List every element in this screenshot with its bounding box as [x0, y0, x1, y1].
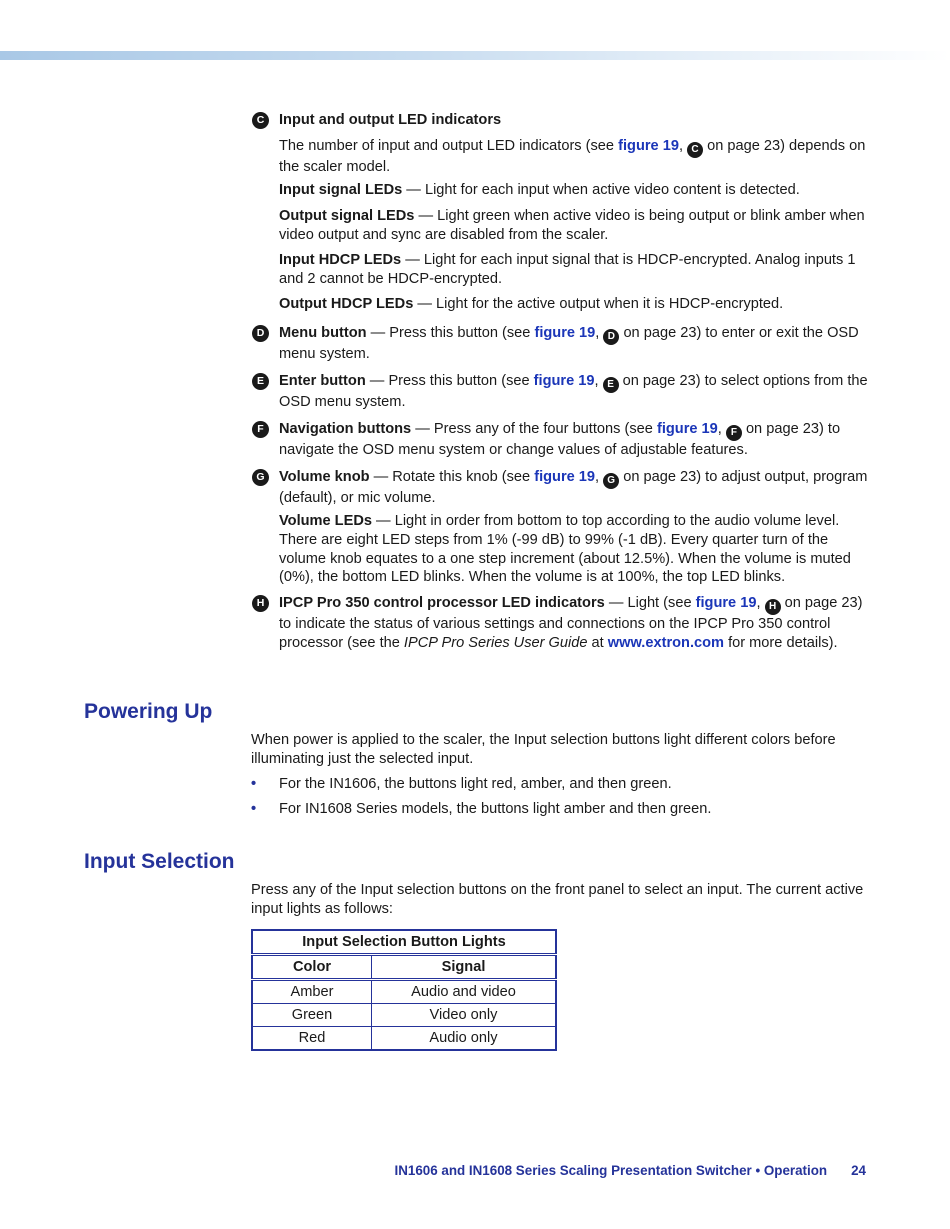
item-c-title-row [252, 111, 872, 130]
item-g-volume-knob: G Volume knob — Rotate this knob (see figure 19, G on page 23) to adjust output, program (default), or mic volume. [252, 468, 872, 508]
item-h-ipcp-leds: H IPCP Pro 350 control processor LED indicators — Light (see figure 19, H on page 23) to indicate the status of various settings and connections on the IPCP Pro 350 control processor (see the IPCP Pro Series User Guide at www.extron.com for more details). [252, 594, 872, 653]
output-hdcp-leds: Output HDCP LEDs — Light for the active output when it is HDCP-encrypted. [279, 296, 784, 312]
callout-c-inline-badge: C [687, 142, 703, 158]
extron-url-link[interactable]: www.extron.com [607, 634, 725, 651]
callout-c-badge: C [252, 112, 269, 129]
table-cell: Audio only [372, 1027, 557, 1051]
item-f-navigation-buttons: F Navigation buttons — Press any of the four buttons (see figure 19, F on page 23) to navigate the OSD menu system or change values of adjustable features. [252, 420, 872, 460]
item-c-description: The number of input and output LED indicators (see figure 19, C on page 23) depends on the scaler model. [279, 138, 866, 175]
column-header-signal: Signal [372, 955, 557, 980]
figure-19-link[interactable]: figure 19 [534, 325, 596, 341]
top-gradient-band [0, 51, 950, 60]
input-hdcp-leds: Input HDCP LEDs — Light for each input signal that is HDCP-encrypted. Analog inputs 1 and 2 cannot be HDCP-encrypted. [279, 252, 856, 287]
table-row [252, 1004, 556, 1027]
table-cell: Video only [372, 1004, 557, 1027]
callout-e-inline-badge: E [603, 377, 619, 393]
powering-up-heading: Powering Up [84, 700, 213, 723]
input-selection-intro: Press any of the Input selection buttons on the front panel to select an input. The current active input lights as follows: [251, 882, 864, 917]
list-item: • For the IN1606, the buttons light red, amber, and then green. [251, 776, 672, 792]
callout-f-badge: F [252, 421, 269, 438]
item-c-title: Input and output LED indicators [279, 112, 502, 128]
callout-g-inline-badge: G [603, 473, 619, 489]
table-cell: Red [252, 1027, 372, 1051]
callout-h-badge: H [252, 595, 269, 612]
table-row [252, 980, 556, 1004]
item-e-enter-button: E Enter button — Press this button (see figure 19, E on page 23) to select options from the OSD menu system. [252, 372, 872, 412]
powering-up-intro: When power is applied to the scaler, the Input selection buttons light different colors before illuminating just the selected input. [251, 732, 836, 767]
output-signal-leds: Output signal LEDs — Light green when active video is being output or blink amber when video output and sync are disabled from the scaler. [279, 208, 865, 243]
table-cell: Audio and video [372, 980, 557, 1004]
figure-19-link[interactable]: figure 19 [618, 138, 679, 154]
input-signal-leds: Input signal LEDs — Light for each input when active video content is detected. [279, 182, 800, 198]
page-footer [394, 1162, 866, 1181]
bullet-icon: • [251, 776, 257, 792]
figure-19-link[interactable]: figure 19 [533, 373, 595, 389]
callout-e-badge: E [252, 373, 269, 390]
item-d-menu-button: D Menu button — Press this button (see figure 19, D on page 23) to enter or exit the OSD menu system. [252, 324, 872, 364]
input-selection-heading: Input Selection [84, 850, 235, 873]
figure-19-link[interactable]: figure 19 [695, 595, 757, 611]
list-item: • For IN1608 Series models, the buttons light amber and then green. [251, 801, 712, 817]
page-number: 24 [851, 1163, 866, 1178]
column-header-color: Color [252, 955, 372, 980]
callout-d-inline-badge: D [603, 329, 619, 345]
table-cell: Amber [252, 980, 372, 1004]
figure-19-link[interactable]: figure 19 [534, 469, 596, 485]
callout-h-inline-badge: H [765, 599, 781, 615]
figure-19-link[interactable]: figure 19 [656, 421, 718, 437]
table-cell: Green [252, 1004, 372, 1027]
input-selection-table [251, 929, 557, 1051]
footer-title: IN1606 and IN1608 Series Scaling Presentation Switcher • Operation [394, 1163, 828, 1178]
table-row [252, 1027, 556, 1051]
volume-leds: Volume LEDs — Light in order from bottom to top according to the audio volume level. There are eight LED steps from 1% (-99 dB) to 99% (-1 dB). Every quarter turn of the volume knob equates to a one step increment (about 12.5%). When the volume is muted (0%), the bottom LED blinks. When the volume is at 100%, the top LED blinks. [279, 513, 851, 586]
table-caption: Input Selection Button Lights [252, 930, 556, 955]
callout-d-badge: D [252, 325, 269, 342]
callout-f-inline-badge: F [726, 425, 742, 441]
bullet-icon: • [251, 801, 257, 817]
callout-g-badge: G [252, 469, 269, 486]
